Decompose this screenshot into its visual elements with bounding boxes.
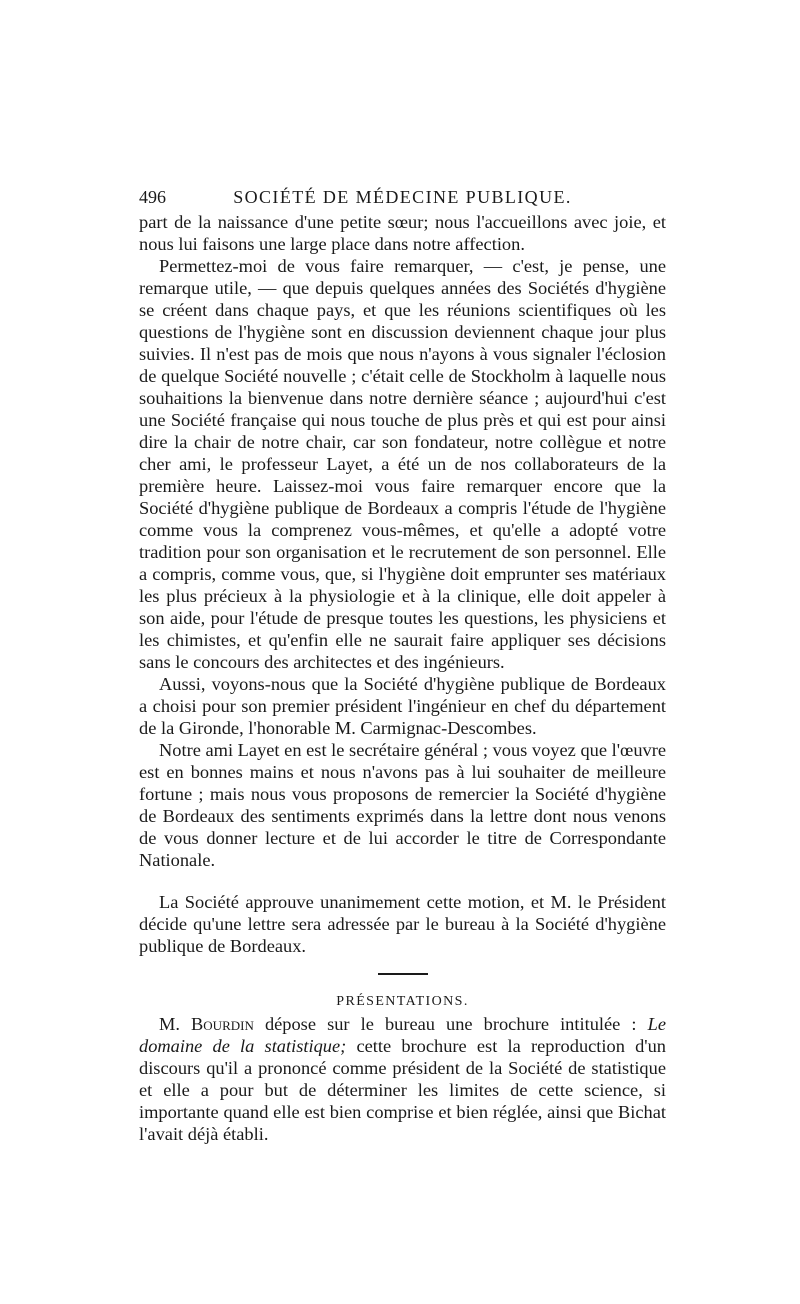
section-separator-area (139, 957, 666, 991)
paragraph-motion: La Société approuve unanimement cette motion, et M. le Président décide qu'une lettre sera adressée par le bureau à la Société d'hygiène publique de Bordeaux. (139, 892, 666, 956)
speaker-prefix: M. (159, 1014, 180, 1034)
paragraph-continued: part de la naissance d'une petite sœur; nous l'accueillons avec joie, et nous lui faisons une large place dans notre affection. (139, 212, 666, 254)
paragraph-presentation (139, 1013, 666, 1145)
paragraph-president: Aussi, voyons-nous que la Société d'hygiène publique de Bordeaux a choisi pour son premier président l'ingénieur en chef du département de la Gironde, l'honorable M. Carmignac-Descombes. (139, 674, 666, 738)
brochure-title: Le domaine de la statistique; (139, 1014, 666, 1056)
running-title: SOCIÉTÉ DE MÉDECINE PUBLIQUE. (233, 187, 572, 207)
page-number: 496 (139, 187, 166, 207)
paragraph-societies: Permettez-moi de vous faire remarquer, — c'est, je pense, une remarque utile, — que depuis quelques années des Sociétés d'hygiène se créent dans chaque pays, et que les réunions scientifiques où les questions de l'hygiène sont en discussion deviennent chaque jour plus suivies. Il n'est pas de mois que nous n'ayons à vous signaler l'éclosion de quelque Société nouvelle ; c'était celle de Stockholm à laquelle nous souhaitions la bienvenue dans notre dernière séance ; aujourd'hui c'est une Société française qui nous touche de plus près et qui est pour ainsi dire la chair de notre chair, car son fondateur, notre collègue et notre cher ami, le professeur Layet, a été un de nos collaborateurs de la première heure. Laissez-moi vous faire remarquer encore que la Société d'hygiène publique de Bordeaux a compris l'étude de l'hygiène comme vous la comprenez vous-mêmes, et qu'elle a adopté votre tradition pour son organisation et le recrutement de son personnel. Elle a compris, comme vous, que, si l'hygiène doit emprunter ses matériaux les plus précieux à la physiologie et à la clinique, elle doit appeler à son aide, pour l'étude de presque toutes les questions, les physiciens et les chimistes, et qu'enfin elle ne saurait faire appliquer ses décisions sans le concours des architectes et des ingénieurs. (139, 256, 666, 672)
section-separator (378, 973, 428, 975)
page-body (139, 211, 666, 1145)
presentation-text-after: cette brochure est la reproduction d'un discours qu'il a prononcé comme président de la Société de statistique et elle a pour but de déterminer les limites de cette science, si importante quand elle est bien comprise et bien réglée, ainsi que Bichat l'avait déjà établi. (139, 1036, 666, 1144)
speaker-name: Bourdin (191, 1014, 254, 1034)
paragraph-secretary: Notre ami Layet en est le secrétaire général ; vous voyez que l'œuvre est en bonnes mains et nous n'avons pas à lui souhaiter de meilleure fortune ; mais nous vous proposons de remercier la Société d'hygiène de Bordeaux des sentiments exprimés dans la lettre dont nous venons de vous donner lecture et de lui accorder le titre de Correspondante Nationale. (139, 740, 666, 870)
section-title: PRÉSENTATIONS. (336, 994, 469, 1009)
presentation-text-before: dépose sur le bureau une brochure intitulée : (264, 1014, 637, 1034)
